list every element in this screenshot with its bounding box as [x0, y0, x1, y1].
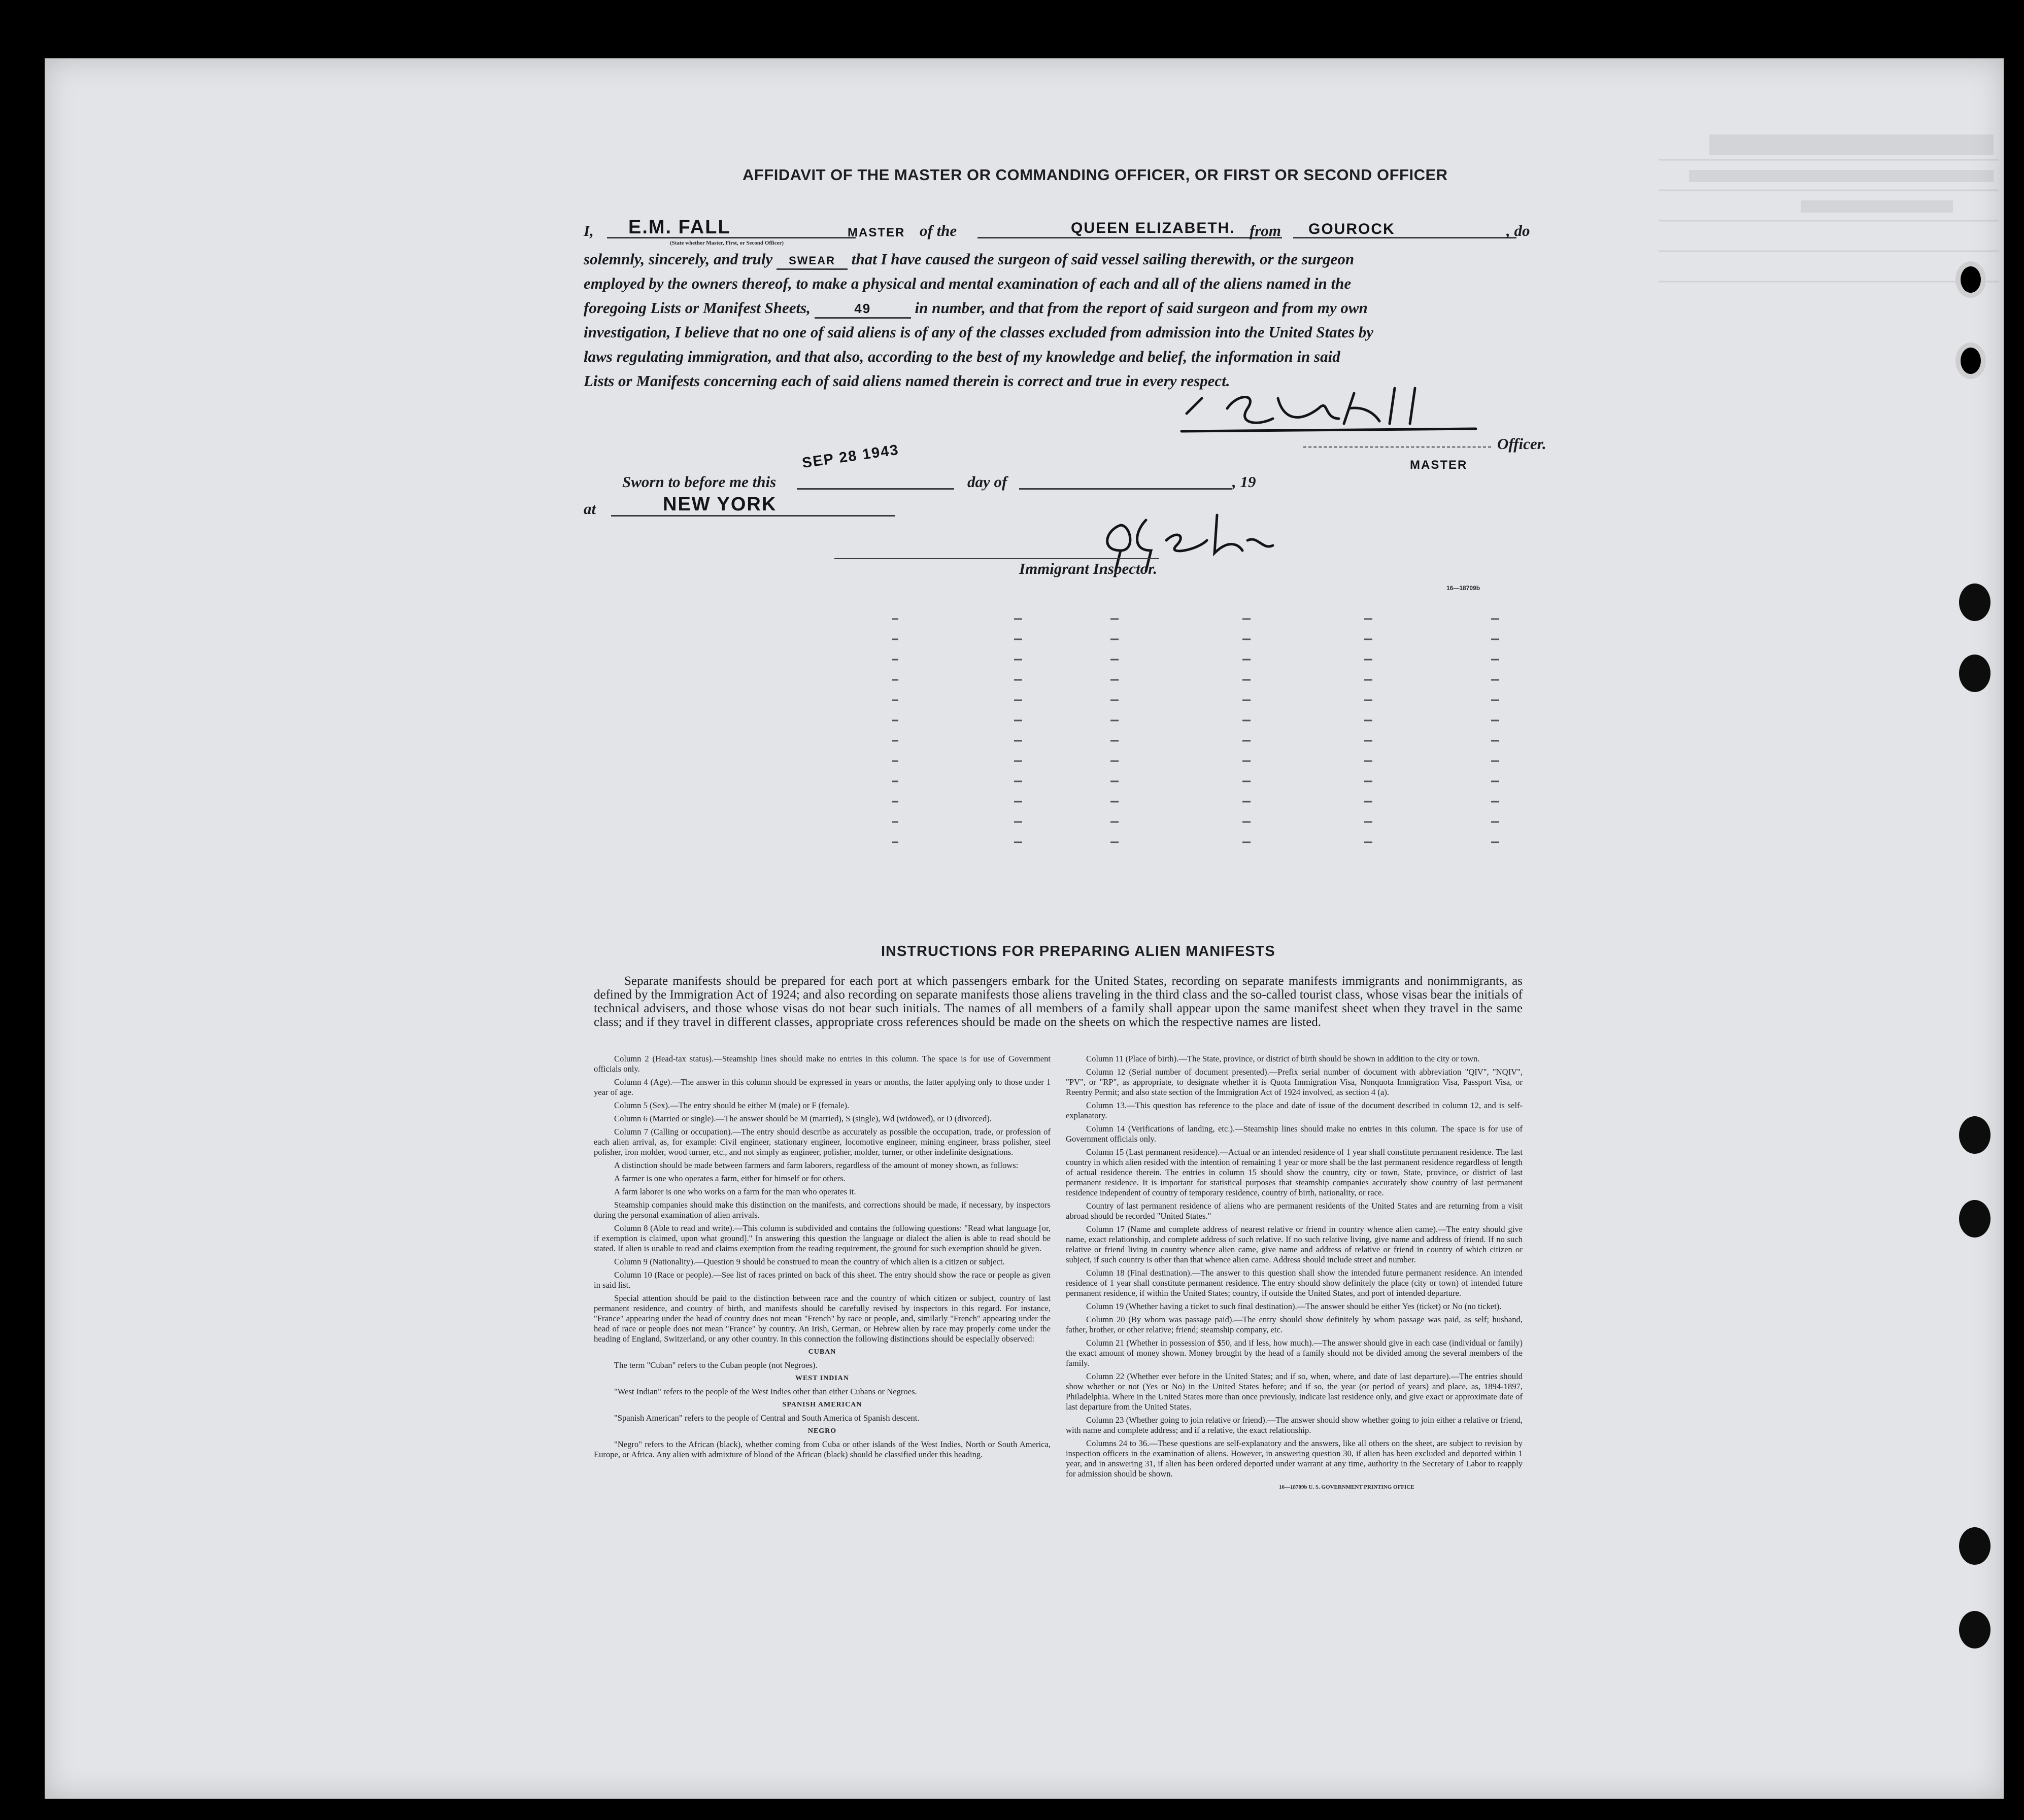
instruction-item: Column 7 (Calling or occupation).—The entry should describe as accurately as possible the occupation, trade, or profession of each alien arrival, as, for example: Civil engineer, stationary engineer, locomotive engineer, mining engineer, brass polisher, steel polisher, iron molder, wood turner, etc., and not simply as engineer, polisher, molder, turner, or other indefinite designations. — [594, 1127, 1051, 1157]
footer-print-line: 16—18709b U. S. GOVERNMENT PRINTING OFFICE — [1279, 1484, 1414, 1490]
reverse-side-bleed — [1648, 129, 2004, 342]
instruction-item: A farmer is one who operates a farm, either for himself or for others. — [614, 1174, 846, 1183]
from-text: from — [1250, 222, 1281, 239]
instruction-item: Column 2 (Head-tax status).—Steamship lines should make no entries in this column. The space is for use of Government officials only. — [594, 1054, 1051, 1074]
instruction-item: Special attention should be paid to the distinction between race and the country of which citizen or subject, country of last permanent residence, and country of birth, and manifests should be carefully revised by inspectors in this regard. For instance, "France" appearing under the head of country does not mean "French" by race or people, and, similarly "French" appearing under the head of race or people does not mean "France" by country. An Irish, German, or Hebrew alien by race may properly come under the heading of England, Switzerland, or any other country. In this connection the following distinctions should be especially observed: — [594, 1293, 1051, 1344]
of-the-text: of the — [920, 222, 957, 239]
affidavit-line-1 — [584, 222, 594, 240]
instruction-item: Column 19 (Whether having a ticket to such final destination).—The answer should be either Yes (ticket) or No (no ticket). — [1086, 1301, 1502, 1311]
officer-signature — [1171, 378, 1496, 439]
affidavit-line-7: Lists or Manifests concerning each of said aliens named therein is correct and true in every respect. — [584, 372, 1230, 390]
instruction-item: Column 15 (Last permanent residence).—Actual or an intended residence of 1 year shall constitute permanent residence. The last country in which alien resided with the intention of remaining 1 year or more shall be the last permanent residence regardless of length of actual residence therein. The entries in column 15 should show the country, city or town, State, province, or district of last permanent residence. It is important for statistical purposes that steamship companies accurately show country of last permanent residence independent of country of temporary residence, country of birth, nationality, or race. — [1066, 1147, 1523, 1197]
instruction-item: Column 12 (Serial number of document presented).—Prefix serial number of document with abbreviation "QIV", "NQIV", "PV", or "RP", as appropriate, to designate whether it is Quota Immigration Visa, Nonquota Immigration Visa, Passport Visa, or Reentry Permit; and also state section of the Immigration Act of 1924 involved, as section 4 (a). — [1066, 1067, 1523, 1097]
instruction-item: Steamship companies should make this distinction on the manifests, and corrections should be made, if necessary, by inspectors during the personal examination of alien arrivals. — [594, 1200, 1051, 1220]
instruction-item: Column 17 (Name and complete address of nearest relative or friend in country whence alien came).—The entry should give name, exact relationship, and complete address of such relative. If no such relative living, give name and address of friend. If no such relative or friend living in country whence alien came, give name and address of relative or friend in country of which citizen or subject, if such country is other than that whence alien came. Address should include street and number. — [1066, 1224, 1523, 1264]
spanish-american-heading: SPANISH AMERICAN — [782, 1401, 862, 1409]
punch-hole — [1959, 1611, 1991, 1649]
punch-hole — [1959, 583, 1991, 621]
line-4b-text: in number, and that from the report of said surgeon and from my own — [915, 299, 1368, 317]
affidavit-line-5: investigation, I believe that no one of said aliens is of any of the classes excluded from admission into the United States by — [584, 323, 1374, 341]
instruction-item: Column 13.—This question has reference to the place and date of issue of the document described in column 12, and is self-explanatory. — [1066, 1101, 1523, 1120]
instructions-right-column — [1066, 1054, 1523, 1495]
instructions-title: INSTRUCTIONS FOR PREPARING ALIEN MANIFESTS — [881, 943, 1275, 959]
affidavit-line-3: employed by the owners thereof, to make a physical and mental examination of each and all of the aliens named in the — [584, 274, 1352, 292]
officer-name: E.M. FALL — [628, 217, 731, 238]
instruction-item: Country of last permanent residence of aliens who are permanent residents of the United States and are returning from a visit abroad should be recorded "United States." — [1066, 1201, 1523, 1221]
cuban-heading: CUBAN — [808, 1348, 836, 1356]
officer-rank: MASTER — [848, 226, 905, 239]
instruction-item: Columns 24 to 36.—These questions are self-explanatory and the answers, like all others on the sheet, are subject to revision by inspection officers in the examination of aliens. However, in answering question 30, if alien has been excluded and deported within 1 year, and in answering 31, if alien has been ordered deported under warrant at any time, authority in the Secretary of Labor to reapply for admission should be shown. — [1066, 1438, 1523, 1479]
line-2b-text: that I have caused the surgeon of said vessel sailing therewith, or the surgeon — [851, 250, 1355, 268]
day-of-text: day of — [967, 473, 1007, 491]
negro-text: "Negro" refers to the African (black), whether coming from Cuba or other islands of the West Indies, North or South America, Europe, or Africa. Any alien with admixture of blood of the African (black) should be classified under this heading. — [594, 1439, 1051, 1459]
instructions-intro: Separate manifests should be prepared for each port at which passengers embark for the United States, recording on separate manifests immigrants and nonimmigrants, as defined by the Immigration Act of 1924; and also recording on separate manifests those aliens traveling in the third class and the so-called tourist class, whose visas bear the initials of technical advisers, and those whose visas do not bear such initials. The names of all members of a family shall appear upon the same manifest sheet when they travel in the same class; and if they travel in different classes, appropriate cross references should be made on the sheets on which the respective names are listed. — [594, 974, 1523, 1029]
instruction-item: Column 23 (Whether going to join relative or friend).—The answer should show whether going to join either a relative or friend, with name and complete address; and if a relative, the exact relationship. — [1066, 1415, 1523, 1435]
line-4a-text: foregoing Lists or Manifest Sheets, — [584, 299, 811, 317]
instruction-item: Column 22 (Whether ever before in the United States; and if so, when, where, and date of last departure).—The entries should show whether or not (Yes or No) in the United States before; and if so, the year (or period of years) and place, as, 1894-1897, Philadelphia. Where in the United States more than once previously, indicate last residence only, and give exact or approximate date of last departure from the United States. — [1066, 1371, 1523, 1412]
sworn-month-line — [1019, 488, 1232, 490]
west-indian-heading: WEST INDIAN — [795, 1375, 850, 1382]
sworn-day-line — [797, 488, 954, 490]
rank-note: (State whether Master, First, or Second Officer) — [670, 240, 784, 246]
instruction-item: Column 4 (Age).—The answer in this column should be expressed in years or months, the latter applying only to those under 1 year of age. — [594, 1077, 1051, 1097]
spanish-american-text: "Spanish American" refers to the people of Central and South America of Spanish descent. — [614, 1413, 920, 1423]
sworn-text: Sworn to before me this — [622, 473, 777, 491]
instruction-item: Column 6 (Married or single).—The answer should be M (married), S (single), Wd (widowed), or D (divorced). — [614, 1114, 992, 1123]
instructions-left-column — [594, 1054, 1051, 1463]
vessel-line — [977, 237, 1282, 238]
manifest-sheet — [45, 58, 2004, 1799]
oath-stamp: SWEAR — [789, 254, 835, 267]
instruction-item: Column 11 (Place of birth).—The State, province, or district of birth should be shown in addition to the city or town. — [1086, 1054, 1480, 1063]
instruction-item: Column 21 (Whether in possession of $50, and if less, how much).—The answer should give in each case (individual or family) the exact amount of money shown. Money brought by the head of a family should not be divided among the several members of the family. — [1066, 1338, 1523, 1368]
place-stamp: NEW YORK — [663, 494, 777, 515]
sheet-count: 49 — [854, 301, 871, 316]
vessel-name: QUEEN ELIZABETH. — [1071, 220, 1235, 236]
instruction-item: Column 9 (Nationality).—Question 9 should be construed to mean the country of which alien is a citizen or subject. — [614, 1257, 1005, 1266]
affidavit-title: AFFIDAVIT OF THE MASTER OR COMMANDING OFFICER, OR FIRST OR SECOND OFFICER — [743, 166, 1448, 184]
instruction-item: Column 8 (Able to read and write).—This column is subdivided and contains the following questions: "Read what language [or, if exemption is claimed, upon what ground]." In answering this question the language or dialect the alien is able to read should be stated. If alien is unable to read and claims exemption from the reading requirement, the ground for such exemption should be given. — [594, 1223, 1051, 1253]
punch-hole — [1959, 1527, 1991, 1565]
date-stamp: SEP 28 1943 — [801, 441, 900, 472]
instruction-item: Column 20 (By whom was passage paid).—The entry should show definitely by whom passage was paid, as self; husband, father, brother, or other relative; friend; steamship company, etc. — [1066, 1315, 1523, 1334]
affidavit-line-4 — [584, 299, 1368, 319]
pronoun-text: I, — [584, 222, 594, 239]
cuban-text: The term "Cuban" refers to the Cuban people (not Negroes). — [614, 1360, 818, 1370]
instruction-item: Column 10 (Race or people).—See list of races printed on back of this sheet. The entry should show the race or people as given in said list. — [594, 1270, 1051, 1290]
punch-hole-ring — [1955, 342, 1986, 379]
affidavit-line-6: laws regulating immigration, and that also, according to the best of my knowledge and belief, the information in said — [584, 348, 1340, 365]
line-2a-text: solemnly, sincerely, and truly — [584, 250, 773, 268]
officer-label: Officer. — [1497, 435, 1546, 453]
master-stamp: MASTER — [1410, 458, 1468, 472]
form-number: 16—18709b — [1446, 585, 1480, 592]
punch-hole — [1959, 1116, 1991, 1154]
punch-hole — [1959, 1200, 1991, 1238]
year-prefix: , 19 — [1232, 473, 1256, 491]
instruction-item: A distinction should be made between farmers and farm laborers, regardless of the amount of money shown, as follows: — [614, 1160, 1019, 1170]
punch-hole — [1959, 655, 1991, 692]
instruction-item: Column 14 (Verifications of landing, etc.).—Steamship lines should make no entries in this column. The space is for use of Government officials only. — [1066, 1124, 1523, 1144]
port-name: GOUROCK — [1308, 221, 1395, 237]
instruction-item: Column 18 (Final destination).—The answer to this question shall show the intended future permanent residence. An intended residence of 1 year shall constitute permanent residence. The entry should show definitely the place (city or town) of intended future permanent residence, if within the United States; country, if outside the United States, and port of intended departure. — [1066, 1268, 1523, 1298]
instruction-item: Column 5 (Sex).—The entry should be either M (male) or F (female). — [614, 1101, 850, 1110]
blank-entry-dashes — [892, 614, 1511, 857]
affidavit-line-2 — [584, 250, 1354, 270]
do-text: , do — [1506, 222, 1530, 239]
inspector-label: Immigrant Inspector. — [1019, 560, 1158, 577]
negro-heading: NEGRO — [807, 1427, 837, 1435]
officer-signature-line — [1303, 447, 1491, 448]
punch-hole-ring — [1955, 261, 1986, 298]
instruction-item: A farm laborer is one who works on a farm for the man who operates it. — [614, 1187, 856, 1196]
at-text: at — [584, 500, 596, 518]
west-indian-text: "West Indian" refers to the people of the West Indies other than either Cubans or Negroes. — [614, 1387, 917, 1396]
inspector-signature-line — [834, 558, 1159, 559]
